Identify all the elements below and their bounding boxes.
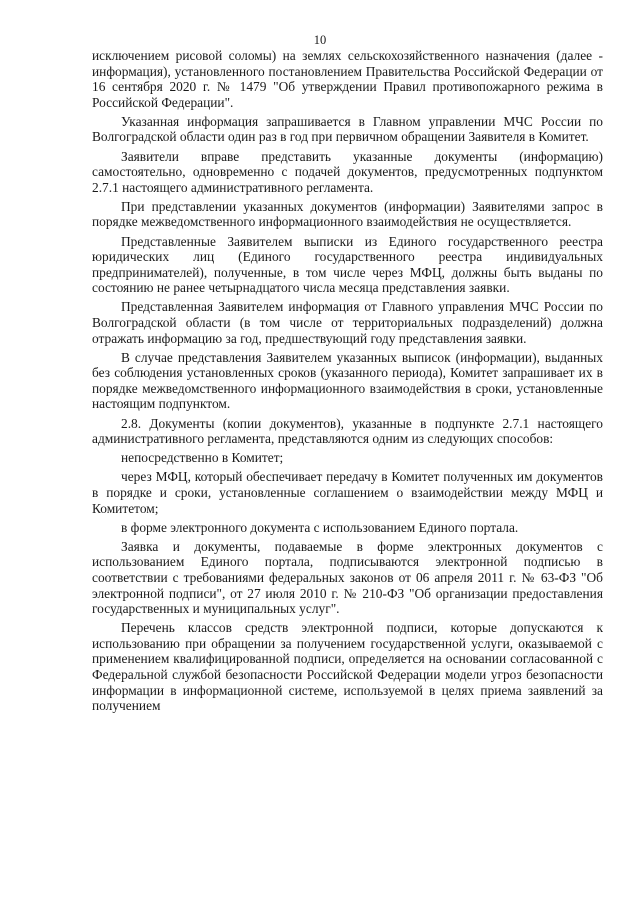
list-item: в форме электронного документа с использованием Единого портала.	[121, 519, 519, 535]
paragraph-continuation: исключением рисовой соломы) на землях сельскохозяйственного назначения (далее - информация), установленного постановлением Правительства Российской Федерации от 16 сентября 2020 г. № 1479 "Об утверждении Правил противопожарного режима в Российской Федерации".	[92, 48, 603, 110]
list-item: непосредственно в Комитет;	[121, 450, 284, 466]
paragraph: Представленные Заявителем выписки из Единого государственного реестра юридических лиц (Единого государственного реестра индивидуальных предпринимателей), полученные, в том числе через МФЦ, должны быть выданы по состоянию не ранее четырнадцатого числа месяца представления заявки.	[92, 233, 603, 296]
paragraph: Представленная Заявителем информация от Главного управления МЧС России по Волгоградской области (в том числе от территориальных подразделений) должна отражать информацию за год, предшествующий году представления заявки.	[92, 299, 603, 346]
paragraph: В случае представления Заявителем указанных выписок (информации), выданных без соблюдения установленных сроков (указанного периода), Комитет запрашивает их в порядке межведомственного информационного взаимодействия в сроки, установленные настоящим подпунктом.	[92, 349, 603, 412]
paragraph: При представлении указанных документов (информации) Заявителями запрос в порядке межведомственного информационного взаимодействия не осуществляется.	[92, 198, 603, 230]
paragraph: Перечень классов средств электронной подписи, которые допускаются к использованию при обращении за получением государственной услуги, оказываемой с применением квалифицированной подписи, определяется на основании согласованной с Федеральной службой безопасности Российской Федерации модели угроз безопасности информации в информационной системе, используемой в целях приема заявлений за получением	[92, 620, 603, 714]
page-number: 10	[313, 33, 327, 47]
document-body	[92, 48, 603, 717]
paragraph-section-2-8: 2.8. Документы (копии документов), указанные в подпункте 2.7.1 настоящего административного регламента, представляются одним из следующих способов:	[92, 415, 603, 447]
paragraph: Заявка и документы, подаваемые в форме электронных документов с использованием Единого портала, подписываются электронной подписью в соответствии с требованиями федеральных законов от 06 апреля 2011 г. № 63-ФЗ "Об электронной подписи", от 27 июля 2010 г. № 210-ФЗ "Об организации предоставления государственных и муниципальных услуг".	[92, 538, 603, 617]
paragraph: Указанная информация запрашивается в Главном управлении МЧС России по Волгоградской области один раз в год при первичном обращении Заявителя в Комитет.	[92, 113, 603, 145]
paragraph: Заявители вправе представить указанные документы (информацию) самостоятельно, одновременно с подачей документов, предусмотренных подпунктом 2.7.1 настоящего административного регламента.	[92, 148, 603, 195]
list-item: через МФЦ, который обеспечивает передачу в Комитет полученных им документов в порядке и сроки, установленные соглашением о взаимодействии между МФЦ и Комитетом;	[92, 469, 603, 516]
